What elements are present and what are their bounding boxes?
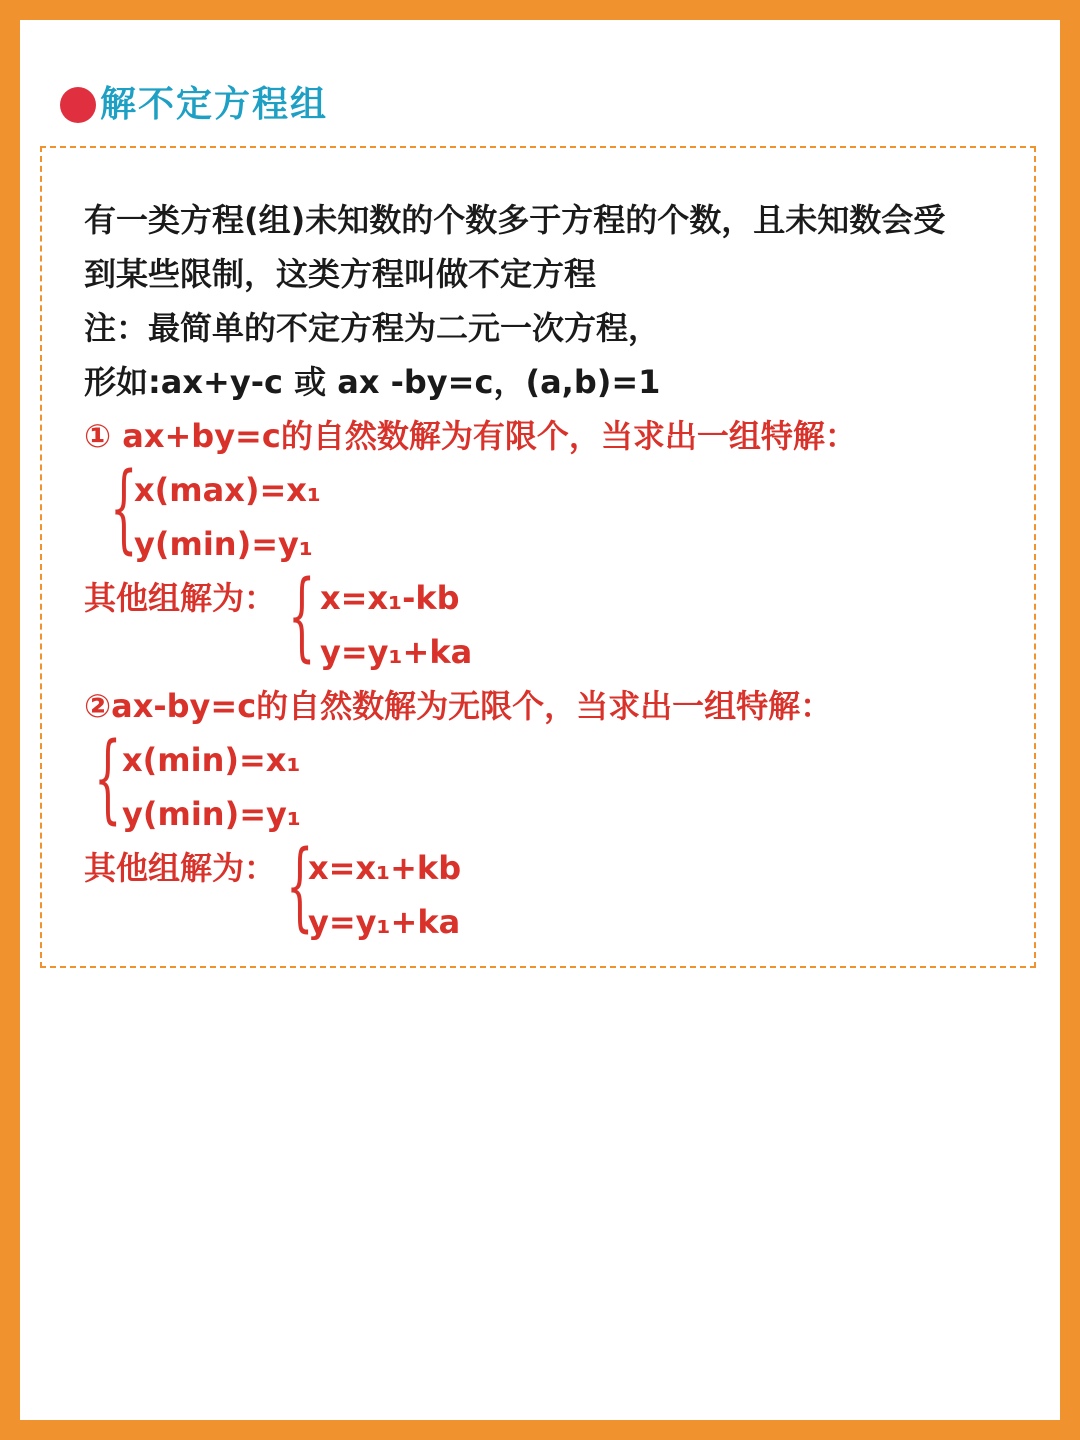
case2-special-brace: { <box>94 722 122 834</box>
case2-special-y: y(min)=y₁ <box>122 795 301 833</box>
case1-general-label: 其他组解为： <box>84 579 277 617</box>
intro-line-2: 到某些限制，这类方程叫做不定方程 <box>84 255 597 293</box>
case2-general-x: x=x₁+kb <box>308 849 462 887</box>
intro-line-1: 有一类方程(组)未知数的个数多于方程的个数，且未知数会受 <box>84 201 946 239</box>
case1-special-y: y(min)=y₁ <box>134 525 313 563</box>
content-card <box>20 20 1060 1420</box>
case2-general-label: 其他组解为： <box>84 849 277 887</box>
note-line: 注：最简单的不定方程为二元一次方程， <box>84 309 661 347</box>
section-header <box>60 82 328 128</box>
case1-special-x: x(max)=x₁ <box>134 471 321 509</box>
bullet-dot-icon <box>60 87 96 123</box>
case1-general-brace: { <box>288 560 316 672</box>
case2-general-brace: { <box>286 830 314 942</box>
form-line: 形如:ax+y-c 或 ax -by=c，(a,b)=1 <box>84 363 661 401</box>
case1-special-brace: { <box>110 452 138 564</box>
case2-title: ②ax-by=c的自然数解为无限个，当求出一组特解： <box>84 687 833 725</box>
content-box <box>40 146 1036 968</box>
section-title: 解不定方程组 <box>100 84 329 125</box>
case2-special-x: x(min)=x₁ <box>122 741 301 779</box>
case2-general-y: y=y₁+ka <box>308 903 461 941</box>
case1-title: ① ax+by=c的自然数解为有限个，当求出一组特解： <box>84 417 857 455</box>
case1-general-y: y=y₁+ka <box>320 633 473 671</box>
case1-general-x: x=x₁-kb <box>320 579 460 617</box>
